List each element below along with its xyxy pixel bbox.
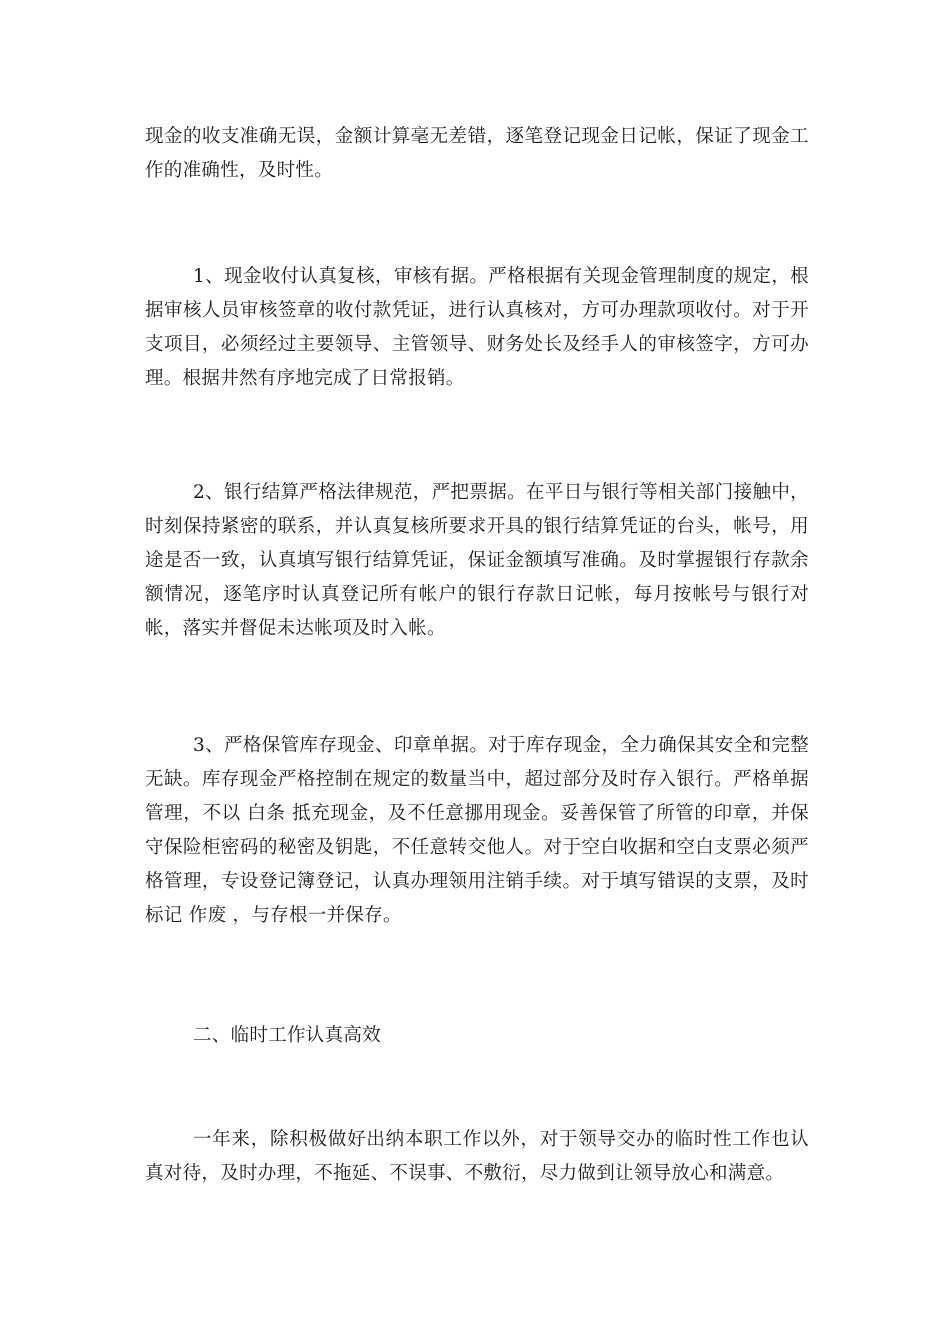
paragraph-temporary-work: 一年来，除积极做好出纳本职工作以外，对于领导交办的临时性工作也认真对待，及时办理，不拖延、不误事、不敷衍，尽力做到让领导放心和满意。 bbox=[145, 1129, 809, 1184]
section-heading-temporary-work: 二、临时工作认真高效 bbox=[193, 1025, 382, 1046]
paragraph-cash-accuracy: 现金的收支准确无误，金额计算毫无差错，逐笔登记现金日记帐，保证了现金工作的准确性，及时性。 bbox=[145, 126, 809, 181]
paragraph-bank-settlement: 2、银行结算严格法律规范，严把票据。在平日与银行等相关部门接触中，时刻保持紧密的联系，并认真复核所要求开具的银行结算凭证的台头，帐号，用途是否一致，认真填写银行结算凭证，保证金额填写准确。及时掌握银行存款余额情况，逐笔序时认真登记所有帐户的银行存款日记帐，每月按帐号与银行对帐，落实并督促未达帐项及时入帐。 bbox=[145, 482, 809, 639]
paragraph-cash-review: 1、现金收付认真复核，审核有据。严格根据有关现金管理制度的规定，根据审核人员审核签章的收付款凭证，进行认真核对，方可办理款项收付。对于开支项目，必须经过主要领导、主管领导、财务处长及经手人的审核签字，方可办理。根据井然有序地完成了日常报销。 bbox=[145, 266, 809, 389]
paragraph-cash-custody: 3、严格保管库存现金、印章单据。对于库存现金，全力确保其安全和完整无缺。库存现金严格控制在规定的数量当中，超过部分及时存入银行。严格单据管理，不以 白条 抵充现金，及不任意挪用现金。妥善保管了所管的印章，并保守保险柜密码的秘密及钥匙，不任意转交他人。对于空白收据和空白支票必须严格管理，专设登记簿登记，认真办理领用注销手续。对于填写错误的支票，及时标记 作废 ，与存根一并保存。 bbox=[145, 735, 809, 926]
